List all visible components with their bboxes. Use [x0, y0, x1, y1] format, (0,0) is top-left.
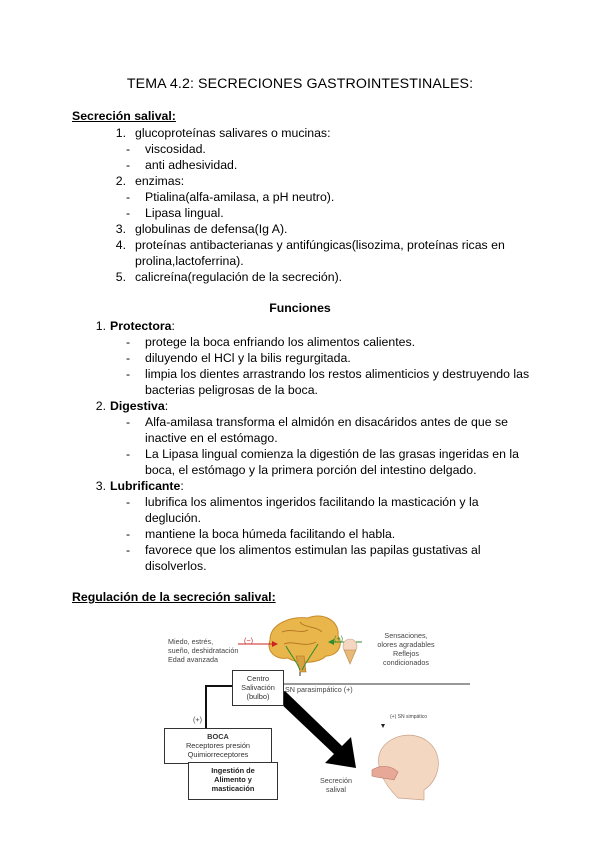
sub-item: favorece que los alimentos estimulan las papilas gustativas al: [145, 543, 481, 557]
sub-item: limpia los dientes arrastrando los restos alimenticios y destruyendo las: [145, 367, 530, 381]
function-title-protectora: Protectora:: [110, 319, 175, 333]
dash: -: [126, 447, 131, 461]
dash: -: [126, 190, 131, 204]
section-heading-funciones: Funciones: [269, 301, 331, 315]
function-title-digestiva: Digestiva:: [110, 399, 169, 413]
dash: -: [126, 351, 131, 365]
list-number: 3.: [115, 222, 126, 236]
secretion-label: Secreción salival: [320, 776, 352, 794]
list-item: globulinas de defensa(Ig A).: [135, 222, 288, 236]
stimuli-text: Sensaciones, olores agradables Reflejos condicionados: [377, 631, 435, 667]
list-number: 2.: [115, 174, 126, 188]
sub-item: Lipasa lingual.: [145, 206, 224, 220]
list-number: 1.: [115, 126, 126, 140]
sub-item: Ptialina(alfa-amilasa, a pH neutro).: [145, 190, 335, 204]
sub-item: protege la boca enfriando los alimentos calientes.: [145, 335, 416, 349]
list-number: 5.: [115, 270, 126, 284]
page-title: TEMA 4.2: SECRECIONES GASTROINTESTINALES:: [126, 76, 474, 92]
dash: -: [126, 527, 131, 541]
sub-item: La Lipasa lingual comienza la digestión de las grasas ingeridas en la: [145, 447, 519, 461]
brain-icon: [269, 616, 340, 672]
dash: -: [126, 367, 131, 381]
sub-item: lubrifica los alimentos ingeridos facilitando la masticación y la: [145, 495, 479, 509]
salivation-center-box: Centro Salivación (bulbo): [232, 670, 284, 706]
list-item: calicreína(regulación de la secreción).: [135, 270, 343, 284]
sub-item: viscosidad.: [145, 142, 206, 156]
list-item-continued: prolina,lactoferrina).: [135, 254, 244, 268]
list-number: 4.: [115, 238, 126, 252]
ingestion-box: Ingestión de Alimento y masticación: [188, 762, 278, 800]
section-heading-regulacion: Regulación de la secreción salival:: [72, 590, 276, 604]
dash: -: [126, 142, 131, 156]
list-number: 2.: [95, 399, 106, 413]
head-icon: [372, 724, 438, 800]
sub-item-continued: bacterias peligrosas de la boca.: [145, 383, 318, 397]
sub-item: diluyendo el HCl y la bilis regurgitada.: [145, 351, 351, 365]
section-heading-secrecion: Secreción salival:: [72, 109, 176, 123]
sympathetic-note: (+) SN simpático: [390, 714, 428, 720]
dash: -: [126, 415, 131, 429]
dash: -: [126, 543, 131, 557]
sub-item: Alfa-amilasa transforma el almidón en disacáridos antes de que se: [145, 415, 508, 429]
plus-left-label: (+): [193, 715, 202, 724]
ice-cream-icon: [343, 639, 357, 664]
boca-box: BOCA Receptores presión Quimiorreceptores: [164, 728, 272, 764]
plus-label: (+): [334, 634, 343, 643]
inhibitors-text: Miedo, estrés, sueño, deshidratación Edad avanzada: [168, 637, 239, 664]
dash: -: [126, 335, 131, 349]
function-title-lubrificante: Lubrificante:: [110, 479, 184, 493]
sub-item-continued: boca, el estómago y la primera porción del intestino delgado.: [145, 463, 477, 477]
dash: -: [126, 206, 131, 220]
list-number: 1.: [95, 319, 106, 333]
list-item: enzimas:: [135, 174, 185, 188]
sub-item-continued: disolverlos.: [145, 559, 207, 573]
sub-item: mantiene la boca húmeda facilitando el habla.: [145, 527, 396, 541]
list-number: 3.: [95, 479, 106, 493]
list-item: glucoproteínas salivares o mucinas:: [135, 126, 331, 140]
sub-item: anti adhesividad.: [145, 158, 238, 172]
dash: -: [126, 158, 131, 172]
parasympathetic-label: SN parasimpático (+): [285, 685, 353, 694]
minus-label: (−): [244, 636, 253, 645]
sub-item-continued: deglución.: [145, 511, 202, 525]
list-item: proteínas antibacterianas y antifúngicas(lisozima, proteínas ricas en: [135, 238, 505, 252]
sub-item-continued: inactive en el estómago.: [145, 431, 278, 445]
dash: -: [126, 495, 131, 509]
